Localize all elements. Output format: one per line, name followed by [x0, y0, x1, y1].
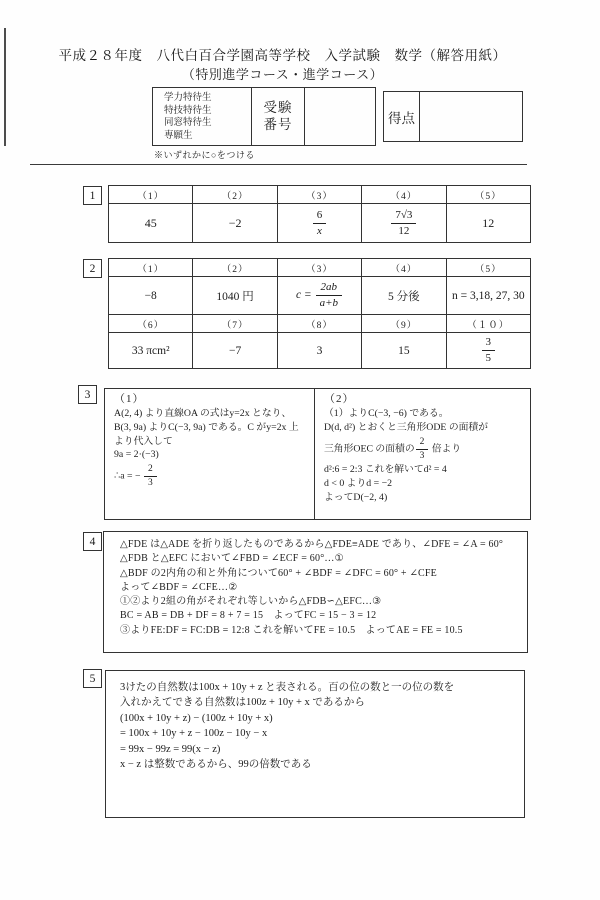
- solution-line: よって∠BDF = ∠CFE…②: [120, 581, 238, 593]
- score-label: 得点: [384, 92, 420, 141]
- applicant-type: 学力特待生: [164, 93, 212, 103]
- q4-number-box: 4: [83, 532, 102, 551]
- q1-col-header: （1）: [109, 186, 193, 204]
- q1-answer-table: [108, 185, 531, 243]
- q4-solution-box: [103, 531, 528, 653]
- q2-answer-cell: 33 πcm²: [109, 333, 193, 369]
- q2-col-header: （１０）: [446, 315, 530, 333]
- applicant-type: 同窓特待生: [164, 118, 212, 129]
- q2-answer-table: [108, 258, 531, 369]
- page-subtitle: （特別進学コース・進学コース）: [181, 67, 384, 82]
- q2-col-header: （8）: [277, 315, 361, 333]
- solution-line: 三角形OEC の面積の $\frac{2}{3}$ 倍より: [324, 436, 462, 461]
- q3-number-box: 3: [78, 385, 97, 404]
- solution-line: より代入して: [114, 435, 173, 447]
- fraction: $\frac{2}{3}$: [416, 437, 429, 462]
- q2-answer-cell: 1040 円: [193, 277, 277, 315]
- circle-one-note: ※いずれかに○をつける: [154, 150, 255, 160]
- exam-number-field: [305, 88, 375, 145]
- q3-part1: [105, 389, 315, 519]
- q2-header-row-2: [109, 315, 531, 333]
- q2-answer-cell: c = $\frac{2ab}{a+b}$: [277, 277, 361, 315]
- q1-answer-cell: −2: [193, 204, 277, 243]
- q1-answer-row: [109, 204, 531, 243]
- solution-line: （1）よりC(−3, −6) である。: [324, 408, 449, 419]
- q2-col-header: （9）: [362, 315, 446, 333]
- q2-col-header: （3）: [277, 259, 361, 277]
- score-field: [420, 92, 522, 141]
- q2-answer-cell: [446, 333, 530, 369]
- solution-line: A(2, 4) より直線OA の式はy=2x となり、: [114, 408, 292, 419]
- fraction: $\frac{2}{3}$: [144, 464, 157, 489]
- q2-col-header: （2）: [193, 259, 277, 277]
- score-table: [383, 91, 523, 142]
- solution-line: 入れかえてできる自然数は100z + 10y + x であるから: [120, 697, 365, 709]
- q5-number-box: 5: [83, 669, 102, 688]
- examinee-info-table: [152, 87, 376, 146]
- solution-line: B(3, 9a) よりC(−3, 9a) である。C がy=2x 上: [114, 421, 299, 433]
- q2-col-header: （1）: [109, 259, 193, 277]
- q5-solution-box: [105, 670, 525, 818]
- fraction: $\frac{2ab}{a+b}$: [316, 281, 342, 309]
- q2-col-header: （7）: [193, 315, 277, 333]
- page-title: 平成２８年度 八代白百合学園高等学校 入学試験 数学（解答用紙）: [58, 48, 507, 63]
- solution-line: よってD(−2, 4): [324, 492, 388, 504]
- q3-part2: [315, 389, 530, 519]
- solution-line: d < 0 よりd = −2: [324, 478, 393, 490]
- exam-number-label: 受験 番号: [252, 88, 305, 145]
- solution-line: D(d, d²) とおくと三角形ODE の面積が: [324, 421, 489, 433]
- q1-col-header: （4）: [362, 186, 446, 204]
- q1-answer-cell: [277, 204, 361, 243]
- q1-col-header: （5）: [446, 186, 530, 204]
- solution-line: △BDF の2内角の和と外角について60° + ∠BDF = ∠DFC = 60° + ∠CFE: [120, 567, 437, 579]
- q1-answer-cell: [362, 204, 446, 243]
- q2-answer-cell: −7: [193, 333, 277, 369]
- q2-number-box: 2: [83, 259, 102, 278]
- q1-answer-cell: 12: [446, 204, 530, 243]
- q2-col-header: （6）: [109, 315, 193, 333]
- solution-line: x − z は整数であるから、99の倍数である: [120, 759, 312, 771]
- q2-answer-cell: n = 3,18, 27, 30: [446, 277, 530, 315]
- header-divider-rule: [30, 164, 527, 165]
- solution-line: = 100x + 10y + z − 100z − 10y − x: [120, 728, 268, 740]
- q1-number-box: 1: [83, 186, 102, 205]
- q2-answer-cell: 15: [362, 333, 446, 369]
- q1-col-header: （2）: [193, 186, 277, 204]
- q2-answer-cell: 3: [277, 333, 361, 369]
- q2-answer-row-2: [109, 333, 531, 369]
- q3-solution-box: [104, 388, 531, 520]
- solution-line: (100x + 10y + z) − (100z + 10y + x): [120, 712, 273, 724]
- q2-answer-cell: −8: [109, 277, 193, 315]
- q2-answer-cell: 5 分後: [362, 277, 446, 315]
- solution-line: ③よりFE:DF = FC:DB = 12:8 これを解いてFE = 10.5 よってAE = FE = 10.5: [120, 624, 463, 636]
- q3-part2-heading: （2）: [324, 393, 355, 405]
- solution-line: 3けたの自然数は100x + 10y + z と表される。百の位の数と一の位の数を: [120, 682, 455, 693]
- q2-answer-row-1: [109, 277, 531, 315]
- applicant-type-list: [153, 88, 252, 145]
- solution-line: d²:6 = 2:3 これを解いてd² = 4: [324, 464, 447, 476]
- solution-line: △FDE は△ADE を折り返したものであるから△FDE≡ADE であり、∠DFE = ∠A = 60°: [120, 539, 504, 550]
- fraction: $\frac{3}{5}$: [482, 336, 496, 364]
- applicant-type: 特技特待生: [164, 105, 212, 116]
- applicant-type: 専願生: [164, 130, 193, 141]
- q1-header-row: [109, 186, 531, 204]
- q2-col-header: （5）: [446, 259, 530, 277]
- q2-header-row-1: [109, 259, 531, 277]
- solution-line: 9a = 2·(−3): [114, 449, 159, 461]
- q2-col-header: （4）: [362, 259, 446, 277]
- solution-line: BC = AB = DB + DF = 8 + 7 = 15 よってFC = 15 − 3 = 12: [120, 610, 377, 622]
- solution-line: ①②より2組の角がそれぞれ等しいから△FDB∽△EFC…③: [120, 596, 382, 608]
- solution-line: △FDB と△EFC において∠FBD = ∠ECF = 60°…①: [120, 553, 344, 565]
- fraction: $\frac{7√3}{12}$: [391, 209, 416, 237]
- q1-answer-cell: 45: [109, 204, 193, 243]
- q3-part1-heading: （1）: [114, 393, 145, 405]
- solution-line: ∴a = − $\frac{2}{3}$: [114, 464, 307, 489]
- solution-line: = 99x − 99z = 99(x − z): [120, 743, 221, 755]
- q1-col-header: （3）: [277, 186, 361, 204]
- fraction: $\frac{6}{x}$: [313, 209, 327, 237]
